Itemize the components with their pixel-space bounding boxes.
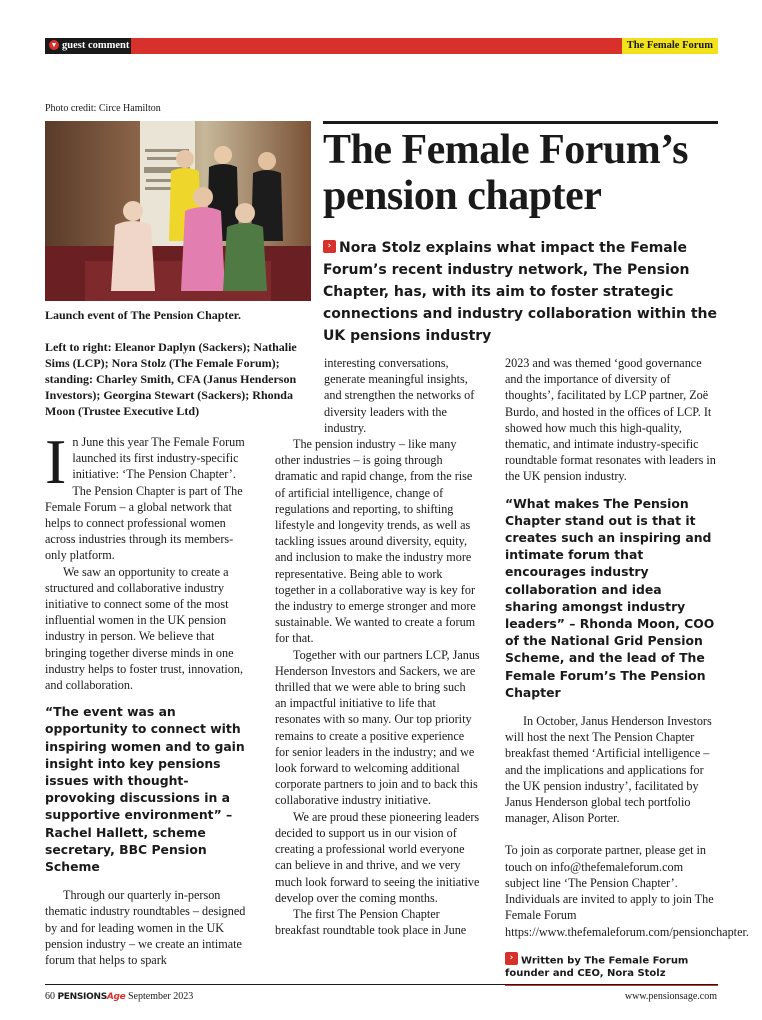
pull-quote-moon: “What makes The Pension Chapter stand out is that it creates such an inspiring and intimate forum that encourages industry collaboration and idea sharing amongst industry leaders” – Rhonda Moon, COO of the National Grid Pension Scheme, and the lead of The Female Forum’s The Pension Chapter xyxy=(505,495,715,700)
col3-paragraph-1: 2023 and was themed ‘good governance and the importance of diversity of thoughts’, facilitated by LCP partner, Zoë Burdo, and hosted in the offices of LCP. It showed how much this high-quality, thematic, and intimate industry-specific roundtable format resonates with leaders in the UK pension industry. xyxy=(505,356,716,484)
chevron-right-icon: › xyxy=(505,952,518,965)
col1-paragraph-1: n June this year The Female Forum launched its first industry-specific initiative: ‘The Pension Chapter’. The Pension Chapter is part of The Female Forum – a global network that helps to connect professional women across industries through its members-only platform. xyxy=(45,435,245,563)
col1-paragraph-3: Through our quarterly in-person thematic industry roundtables – designed by and for leading women in the UK pension industry – we create an intimate forum that helps to spark xyxy=(45,888,246,968)
col2-paragraph-3: Together with our partners LCP, Janus Henderson Investors and Sackers, we are thrilled that we were able to bring such an impactful initiative to life that resonates with so many. Our top priority remains to create a positive experience for senior leaders in the industry; and we look forward to welcoming additional corporate partners to join and to back this collaborative industry initiative. xyxy=(275,647,480,808)
article-column-1 xyxy=(45,426,253,968)
chevron-down-icon: ▼ xyxy=(50,40,58,49)
article-column-2 xyxy=(275,355,480,938)
col2-paragraph-2: The pension industry – like many other industries – is going through dramatic and rapid change, from the rise of artificial intelligence, change of regulations and reporting, to shifting lifestyle and longevity trends, as well as tackling issues around diversity, equity, and inclusion to make the industry more representative. Being able to work together in a collaborative way is key for the industry to emerge stronger and more sustainable. We wanted to create a forum for that. xyxy=(275,437,476,646)
website-link[interactable]: www.pensionsage.com xyxy=(624,991,717,1002)
page-number: 60 xyxy=(45,991,55,1002)
col3-paragraph-3: To join as corporate partner, please get in touch on info@thefemaleforum.com subject line ‘The Pension Chapter’. Individuals are invited to apply to join The Female Forum https://www.thefemaleforum.com/pensionchapter. xyxy=(505,843,749,939)
article-standfirst xyxy=(323,237,718,347)
standfirst-text: Nora Stolz explains what impact the Female Forum’s recent industry network, The Pension Chapter, has, with its aim to foster strategic connections and industry collaboration within the UK pensions industry xyxy=(323,240,718,344)
section-tag-label: guest comment xyxy=(62,40,130,51)
launch-event-photo xyxy=(45,121,311,301)
drop-cap: I xyxy=(45,426,67,497)
section-header-bar xyxy=(45,38,718,54)
col1-paragraph-2: We saw an opportunity to create a structured and collaborative industry initiative to connect some of the most influential women in the UK pension industry in person. We believe that bringing together diverse minds in one industry helps to foster trust, innovation, and collaboration. xyxy=(45,564,244,693)
pull-quote-hallett: “The event was an opportunity to connect with inspiring women and to gain insight into key pensions issues with thought-provoking discussions in a supportive environment” – Rachel Hallett, scheme secretary, BBC Pension Scheme xyxy=(45,704,245,875)
logo-part-1: PENSIONS xyxy=(57,992,107,1002)
footer-rule xyxy=(45,984,718,985)
photo-credit: Photo credit: Circe Hamilton xyxy=(45,103,161,114)
topic-tag[interactable]: The Female Forum xyxy=(622,38,718,54)
photo-caption-people: Left to right: Eleanor Daplyn (Sackers); Nathalie Sims (LCP); Nora Stolz (The Female Forum); standing: Charley Smith, CFA (Janus Henderson Investors); Georgina Stewart (Sackers); Rhonda Moon (Trustee Executive Ltd) xyxy=(45,340,297,418)
group-photo-illustration xyxy=(45,121,311,301)
article-byline xyxy=(505,954,718,981)
article-title-line-1: The Female Forum’s xyxy=(323,127,689,173)
article-column-3 xyxy=(505,355,749,986)
footer-page-info xyxy=(45,991,193,1002)
col2-paragraph-4: We are proud these pioneering leaders decided to support us in our vision of creating a professional world everyone can believe in and thrive, and we very much look forward to seeing the initiative develop over the coming months. xyxy=(275,809,480,905)
section-tag[interactable] xyxy=(45,38,131,54)
article-title xyxy=(323,127,723,219)
byline-text: Written by The Female Forum founder and CEO, Nora Stolz xyxy=(505,955,689,980)
chevron-right-icon: › xyxy=(323,240,336,253)
logo-part-2: Age xyxy=(106,992,126,1002)
col2-paragraph-5: The first The Pension Chapter breakfast roundtable took place in June xyxy=(275,906,467,938)
magazine-logo xyxy=(58,992,126,1002)
article-title-line-2: pension chapter xyxy=(323,173,602,219)
col2-paragraph-1: interesting conversations, generate meaningful insights, and strengthen the networks of diversity leaders with the industry. xyxy=(324,356,475,435)
col3-paragraph-2: In October, Janus Henderson Investors will host the next The Pension Chapter breakfast themed ‘Artificial intelligence – and the implications and applications for the UK pension industry’, facilitated by Janus Henderson global tech portfolio manager, Alison Porter. xyxy=(505,714,712,826)
title-rule xyxy=(323,121,718,124)
photo-caption-title: Launch event of The Pension Chapter. xyxy=(45,308,242,322)
issue-date: September 2023 xyxy=(128,991,194,1002)
